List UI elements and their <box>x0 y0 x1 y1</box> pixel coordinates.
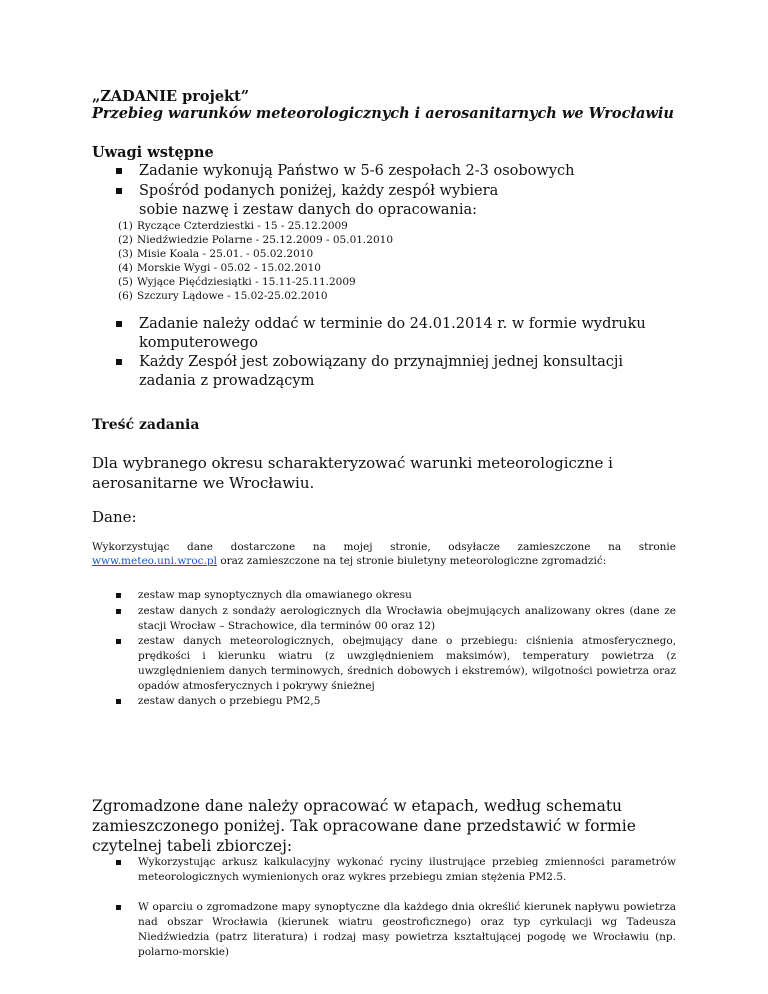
team-item: (2) Niedźwiedzie Polarne - 25.12.2009 - 05.01.2010 <box>118 234 393 246</box>
team-item: (4) Morskie Wygi - 05.02 - 15.02.2010 <box>118 262 321 274</box>
remarks-bullet <box>116 315 676 353</box>
task-description: Dla wybranego okresu scharakteryzować warunki meteorologiczne i aerosanitarne we Wrocławiu. <box>92 454 613 492</box>
data-item <box>116 604 676 634</box>
data-item <box>116 694 676 710</box>
data-item-text: zestaw danych meteorologicznych, obejmujący dane o przebiegu: ciśnienia atmosferycznego, prędkości i kierunku wiatru (z uwzględnieniem maksimów), temperatury powietrza (z uwzględnieniem danych terminowych, średnich dobowych i ekstremów), wilgotności powietrza oraz opadów atmosferycznych i pokrywy śnieżnej <box>138 635 676 692</box>
task-heading: Treść zadania <box>92 417 200 433</box>
team-item: (3) Misie Koala - 25.01. - 05.02.2010 <box>118 248 314 260</box>
team-item: (1) Ryczące Czterdziestki - 15 - 25.12.2009 <box>118 220 348 232</box>
bullet-square-icon <box>116 168 122 174</box>
step-text: W oparciu o zgromadzone mapy synoptyczne dla każdego dnia określić kierunek napływu powietrza nad obszar Wrocławia (kierunek wiatru geostroficznego) oraz typ cyrkulacji wg Tadeusza Niedźwiedzia (patrz literatura) i rodzaj masy powietrza kształtującej pogodę we Wrocławiu (np. polarno-morskie) <box>138 901 676 958</box>
remarks-bullet-text: Zadanie wykonują Państwo w 5-6 zespołach 2-3 osobowych <box>139 163 575 179</box>
bullet-square-icon <box>116 188 122 194</box>
remarks-bullet-text: Zadanie należy oddać w terminie do 24.01.2014 r. w formie wydruku komputerowego <box>139 316 646 351</box>
data-item-text: zestaw danych z sondaży aerologicznych dla Wrocławia obejmujących analizowany okres (dane ze stacji Wrocław – Strachowice, dla terminów 00 oraz 12) <box>138 605 676 632</box>
step-item <box>116 855 676 885</box>
data-item <box>116 634 676 694</box>
intro-first-line: Wykorzystując dane dostarczone na mojej stronie, odsyłacze zamieszczone na stronie <box>92 541 676 553</box>
remarks-bullet <box>116 162 676 182</box>
bullet-square-icon <box>116 699 121 704</box>
team-list <box>118 219 393 303</box>
remarks-bullet <box>116 182 676 220</box>
bullet-square-icon <box>116 609 121 614</box>
data-item-text: zestaw danych o przebiegu PM2,5 <box>138 695 321 707</box>
intro-second-line: www.meteo.uni.wroc.pl oraz zamieszczone na tej stronie biuletyny meteorologiczne zgromadzić: <box>92 555 607 567</box>
meteo-link[interactable]: www.meteo.uni.wroc.pl <box>92 555 217 567</box>
step-text: Wykorzystując arkusz kalkulacyjny wykonać ryciny ilustrujące przebieg zmienności parametrów meteorologicznych wymienionych oraz wykres przebiegu zmian stężenia PM2.5. <box>138 856 676 883</box>
doc-title: „ZADANIE projekt” <box>92 88 250 105</box>
team-item: (5) Wyjące Pięćdziesiątki - 15.11-25.11.2009 <box>118 276 356 288</box>
bullet-square-icon <box>116 321 122 327</box>
doc-subtitle: Przebieg warunków meteorologicznych i aerosanitarnych we Wrocławiu <box>92 105 674 122</box>
remarks-heading: Uwagi wstępne <box>92 144 214 161</box>
remarks-bullet-text: Każdy Zespół jest zobowiązany do przynajmniej jednej konsultacji zadania z prowadzącym <box>139 354 624 389</box>
data-item <box>116 588 676 604</box>
bullet-square-icon <box>116 905 121 910</box>
bullet-square-icon <box>116 359 122 365</box>
remarks-bullet-text: Spośród podanych poniżej, każdy zespół wybiera sobie nazwę i zestaw danych do opracowania: <box>139 183 499 218</box>
data-label: Dane: <box>92 508 137 526</box>
bullet-square-icon <box>116 593 121 598</box>
data-item-text: zestaw map synoptycznych dla omawianego okresu <box>138 589 412 601</box>
team-item: (6) Szczury Lądowe - 15.02-25.02.2010 <box>118 290 328 302</box>
bullet-square-icon <box>116 639 121 644</box>
processing-intro: Zgromadzone dane należy opracować w etapach, według schematu zamieszczonego poniżej. Tak opracowane dane przedstawić w formie czytelnej tabeli zbiorczej: <box>92 797 636 855</box>
remarks-bullet <box>116 353 676 391</box>
step-item <box>116 900 676 960</box>
bullet-square-icon <box>116 860 121 865</box>
data-intro-paragraph <box>92 540 676 568</box>
